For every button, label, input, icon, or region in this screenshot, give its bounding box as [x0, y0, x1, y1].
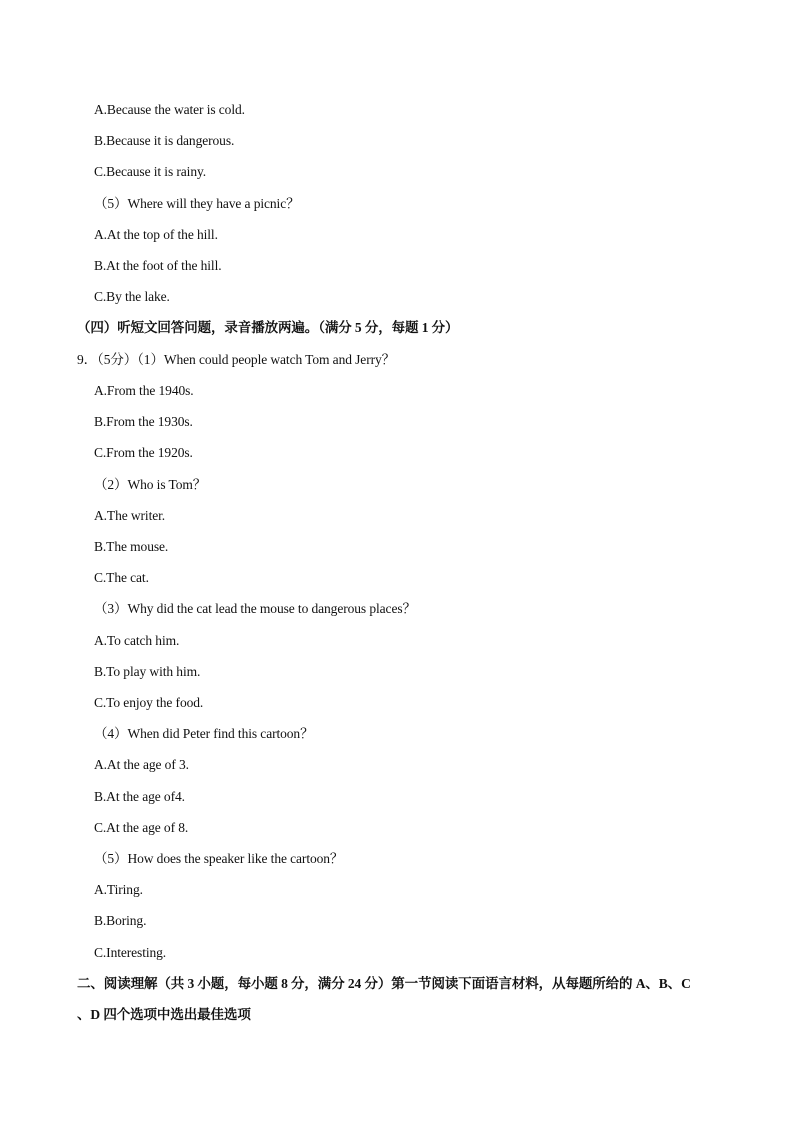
option-c: C.To enjoy the food.	[94, 695, 204, 710]
option-b: B.The mouse.	[94, 539, 169, 554]
option-b: B.Boring.	[94, 913, 147, 928]
sub-question: （1）When could people watch Tom and Jerry？	[137, 352, 396, 367]
sub-question: （2）Who is Tom？	[94, 477, 207, 492]
option-a: A.At the top of the hill.	[94, 227, 218, 242]
option-a: A.To catch him.	[94, 633, 180, 648]
option-a: A.Tiring.	[94, 882, 143, 897]
part-heading-continued: 、D 四个选项中选出最佳选项	[77, 1007, 251, 1022]
option-b: B.At the age of4.	[94, 789, 185, 804]
option-b: B.To play with him.	[94, 664, 201, 679]
option-a: A.Because the water is cold.	[94, 102, 245, 117]
sub-question: （3）Why did the cat lead the mouse to dangerous places？	[94, 601, 416, 616]
section-heading: （四）听短文回答问题，录音播放两遍。（满分 5 分，每题 1 分）	[77, 320, 459, 335]
option-c: C.From the 1920s.	[94, 445, 193, 460]
option-c: C.Interesting.	[94, 945, 167, 960]
option-c: C.By the lake.	[94, 289, 170, 304]
question-9	[77, 352, 395, 368]
sub-question: （5）How does the speaker like the cartoon？	[94, 851, 344, 866]
part-heading: 二、阅读理解（共 3 小题，每小题 8 分，满分 24 分）第一节阅读下面语言材料，从每题所给的 A、B、C	[77, 976, 691, 991]
option-b: B.At the foot of the hill.	[94, 258, 222, 273]
sub-question: （5）Where will they have a picnic？	[94, 196, 300, 211]
option-b: B.From the 1930s.	[94, 414, 193, 429]
option-c: C.Because it is rainy.	[94, 164, 207, 179]
sub-question: （4）When did Peter find this cartoon？	[94, 726, 314, 741]
option-a: A.The writer.	[94, 508, 166, 523]
question-number: 9．（5分）	[77, 352, 138, 367]
option-b: B.Because it is dangerous.	[94, 133, 235, 148]
option-a: A.From the 1940s.	[94, 383, 194, 398]
option-c: C.The cat.	[94, 570, 149, 585]
option-a: A.At the age of 3.	[94, 757, 189, 772]
option-c: C.At the age of 8.	[94, 820, 189, 835]
